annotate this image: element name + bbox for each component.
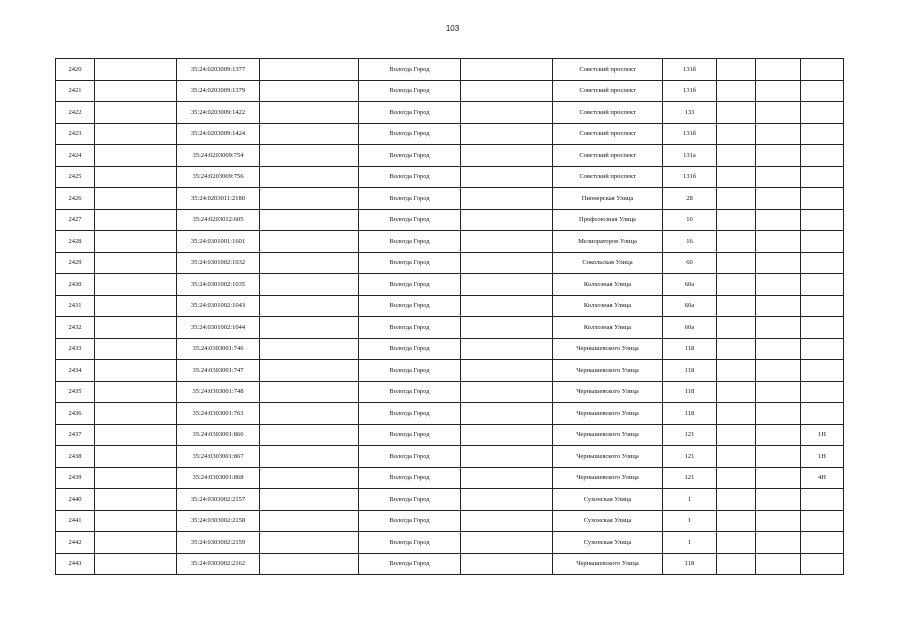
cell-street: Чернышевского Улица bbox=[553, 446, 663, 468]
cell-empty bbox=[756, 80, 801, 102]
cell-cadastral-number: 35:24:0303001:746 bbox=[177, 338, 260, 360]
cell-empty bbox=[717, 360, 756, 382]
cell-empty bbox=[95, 59, 177, 81]
cell-premises bbox=[801, 489, 844, 511]
cell-empty bbox=[756, 403, 801, 425]
cell-empty bbox=[756, 102, 801, 124]
cell-street: Пионерская Улица bbox=[553, 188, 663, 210]
cell-city: Вологда Город bbox=[359, 424, 461, 446]
cell-empty bbox=[717, 123, 756, 145]
registry-table bbox=[55, 58, 844, 575]
cell-empty bbox=[717, 145, 756, 167]
cell-street: Мелиораторов Улица bbox=[553, 231, 663, 253]
cell-empty bbox=[461, 102, 553, 124]
cell-number: 2429 bbox=[56, 252, 95, 274]
cell-empty bbox=[461, 403, 553, 425]
cell-number: 2434 bbox=[56, 360, 95, 382]
cell-empty bbox=[260, 424, 359, 446]
cell-empty bbox=[756, 59, 801, 81]
cell-empty bbox=[756, 274, 801, 296]
cell-empty bbox=[461, 295, 553, 317]
table-row bbox=[56, 317, 844, 339]
cell-empty bbox=[260, 274, 359, 296]
cell-empty bbox=[95, 467, 177, 489]
table-row bbox=[56, 489, 844, 511]
cell-premises bbox=[801, 231, 844, 253]
cell-empty bbox=[756, 381, 801, 403]
cell-cadastral-number: 35:24:0203009:1377 bbox=[177, 59, 260, 81]
cell-empty bbox=[260, 59, 359, 81]
cell-empty bbox=[260, 188, 359, 210]
cell-empty bbox=[260, 467, 359, 489]
cell-empty bbox=[756, 209, 801, 231]
cell-empty bbox=[95, 510, 177, 532]
cell-street: Чернышевского Улица bbox=[553, 467, 663, 489]
cell-city: Вологда Город bbox=[359, 403, 461, 425]
cell-empty bbox=[756, 252, 801, 274]
cell-city: Вологда Город bbox=[359, 123, 461, 145]
cell-house: 16 bbox=[663, 231, 717, 253]
cell-empty bbox=[756, 467, 801, 489]
cell-empty bbox=[461, 231, 553, 253]
cell-empty bbox=[95, 102, 177, 124]
cell-city: Вологда Город bbox=[359, 166, 461, 188]
cell-empty bbox=[461, 489, 553, 511]
cell-city: Вологда Город bbox=[359, 317, 461, 339]
cell-empty bbox=[95, 80, 177, 102]
table-row bbox=[56, 403, 844, 425]
cell-empty bbox=[756, 123, 801, 145]
cell-empty bbox=[717, 80, 756, 102]
cell-house: 131б bbox=[663, 123, 717, 145]
cell-cadastral-number: 35:24:0203009:1422 bbox=[177, 102, 260, 124]
cell-empty bbox=[756, 231, 801, 253]
cell-premises bbox=[801, 145, 844, 167]
cell-street: Чернышевского Улица bbox=[553, 338, 663, 360]
cell-premises bbox=[801, 188, 844, 210]
cell-premises bbox=[801, 553, 844, 575]
cell-empty bbox=[461, 467, 553, 489]
cell-empty bbox=[461, 510, 553, 532]
cell-house: 1 bbox=[663, 510, 717, 532]
table-row bbox=[56, 188, 844, 210]
cell-empty bbox=[260, 166, 359, 188]
cell-empty bbox=[717, 274, 756, 296]
cell-premises bbox=[801, 338, 844, 360]
cell-empty bbox=[717, 59, 756, 81]
cell-premises: 4Н bbox=[801, 467, 844, 489]
cell-city: Вологда Город bbox=[359, 489, 461, 511]
cell-premises bbox=[801, 252, 844, 274]
cell-city: Вологда Город bbox=[359, 532, 461, 554]
cell-cadastral-number: 35:24:0301001:1601 bbox=[177, 231, 260, 253]
cell-empty bbox=[461, 252, 553, 274]
cell-empty bbox=[260, 381, 359, 403]
cell-empty bbox=[260, 231, 359, 253]
cell-number: 2433 bbox=[56, 338, 95, 360]
cell-premises bbox=[801, 166, 844, 188]
cell-house: 60а bbox=[663, 295, 717, 317]
cell-empty bbox=[461, 188, 553, 210]
cell-premises bbox=[801, 59, 844, 81]
cell-number: 2442 bbox=[56, 532, 95, 554]
cell-cadastral-number: 35:24:0303001:866 bbox=[177, 424, 260, 446]
table-row bbox=[56, 80, 844, 102]
table-row bbox=[56, 360, 844, 382]
cell-street: Советский проспект bbox=[553, 59, 663, 81]
cell-house: 118 bbox=[663, 338, 717, 360]
cell-cadastral-number: 35:24:0301002:1043 bbox=[177, 295, 260, 317]
cell-number: 2438 bbox=[56, 446, 95, 468]
cell-number: 2436 bbox=[56, 403, 95, 425]
cell-number: 2431 bbox=[56, 295, 95, 317]
cell-premises bbox=[801, 295, 844, 317]
cell-number: 2440 bbox=[56, 489, 95, 511]
cell-empty bbox=[717, 338, 756, 360]
cell-empty bbox=[461, 360, 553, 382]
cell-cadastral-number: 35:24:0301002:1032 bbox=[177, 252, 260, 274]
table-row bbox=[56, 166, 844, 188]
cell-house: 131б bbox=[663, 166, 717, 188]
cell-empty bbox=[717, 166, 756, 188]
cell-house: 121 bbox=[663, 424, 717, 446]
cell-street: Колхозная Улица bbox=[553, 317, 663, 339]
cell-number: 2423 bbox=[56, 123, 95, 145]
cell-empty bbox=[717, 553, 756, 575]
cell-empty bbox=[756, 489, 801, 511]
cell-city: Вологда Город bbox=[359, 252, 461, 274]
cell-city: Вологда Город bbox=[359, 338, 461, 360]
cell-number: 2437 bbox=[56, 424, 95, 446]
cell-street: Чернышевского Улица bbox=[553, 553, 663, 575]
table-row bbox=[56, 381, 844, 403]
table-row bbox=[56, 145, 844, 167]
cell-number: 2427 bbox=[56, 209, 95, 231]
cell-house: 60 bbox=[663, 252, 717, 274]
cell-empty bbox=[717, 188, 756, 210]
cell-empty bbox=[717, 295, 756, 317]
cell-street: Профсоюзная Улица bbox=[553, 209, 663, 231]
cell-empty bbox=[756, 145, 801, 167]
cell-premises bbox=[801, 317, 844, 339]
cell-house: 118 bbox=[663, 403, 717, 425]
cell-empty bbox=[756, 446, 801, 468]
cell-empty bbox=[95, 403, 177, 425]
cell-premises bbox=[801, 532, 844, 554]
cell-empty bbox=[756, 510, 801, 532]
cell-cadastral-number: 35:24:0303001:747 bbox=[177, 360, 260, 382]
cell-empty bbox=[756, 553, 801, 575]
cell-empty bbox=[461, 80, 553, 102]
cell-premises bbox=[801, 274, 844, 296]
cell-empty bbox=[95, 446, 177, 468]
cell-street: Сухонская Улица bbox=[553, 532, 663, 554]
cell-empty bbox=[260, 123, 359, 145]
cell-city: Вологда Город bbox=[359, 467, 461, 489]
cell-street: Чернышевского Улица bbox=[553, 424, 663, 446]
cell-empty bbox=[717, 381, 756, 403]
cell-number: 2425 bbox=[56, 166, 95, 188]
cell-empty bbox=[461, 532, 553, 554]
cell-empty bbox=[461, 424, 553, 446]
cell-city: Вологда Город bbox=[359, 102, 461, 124]
cell-empty bbox=[717, 403, 756, 425]
cell-empty bbox=[260, 338, 359, 360]
cell-cadastral-number: 35:24:0203011:2180 bbox=[177, 188, 260, 210]
cell-cadastral-number: 35:24:0303002:2159 bbox=[177, 532, 260, 554]
cell-empty bbox=[260, 209, 359, 231]
cell-empty bbox=[95, 231, 177, 253]
cell-house: 28 bbox=[663, 188, 717, 210]
cell-house: 121 bbox=[663, 467, 717, 489]
cell-empty bbox=[260, 80, 359, 102]
cell-cadastral-number: 35:24:0203012:605 bbox=[177, 209, 260, 231]
cell-city: Вологда Город bbox=[359, 274, 461, 296]
cell-empty bbox=[95, 209, 177, 231]
cell-empty bbox=[95, 532, 177, 554]
cell-empty bbox=[95, 145, 177, 167]
cell-cadastral-number: 35:24:0303002:2157 bbox=[177, 489, 260, 511]
cell-street: Советский проспект bbox=[553, 102, 663, 124]
cell-city: Вологда Город bbox=[359, 295, 461, 317]
cell-city: Вологда Город bbox=[359, 381, 461, 403]
cell-number: 2432 bbox=[56, 317, 95, 339]
cell-empty bbox=[461, 123, 553, 145]
cell-cadastral-number: 35:24:0203009:1424 bbox=[177, 123, 260, 145]
cell-empty bbox=[95, 295, 177, 317]
cell-empty bbox=[717, 467, 756, 489]
cell-empty bbox=[461, 274, 553, 296]
cell-empty bbox=[260, 446, 359, 468]
cell-empty bbox=[461, 317, 553, 339]
cell-empty bbox=[461, 59, 553, 81]
cell-number: 2428 bbox=[56, 231, 95, 253]
cell-empty bbox=[717, 446, 756, 468]
cell-cadastral-number: 35:24:0203009:756 bbox=[177, 166, 260, 188]
cell-premises bbox=[801, 102, 844, 124]
cell-city: Вологда Город bbox=[359, 553, 461, 575]
cell-empty bbox=[756, 295, 801, 317]
cell-empty bbox=[95, 424, 177, 446]
cell-house: 133 bbox=[663, 102, 717, 124]
cell-street: Колхозная Улица bbox=[553, 295, 663, 317]
cell-empty bbox=[717, 510, 756, 532]
cell-empty bbox=[260, 532, 359, 554]
cell-empty bbox=[717, 532, 756, 554]
cell-empty bbox=[461, 338, 553, 360]
cell-street: Советский проспект bbox=[553, 166, 663, 188]
cell-city: Вологда Город bbox=[359, 231, 461, 253]
page-number: 103 bbox=[445, 24, 460, 33]
cell-empty bbox=[260, 360, 359, 382]
cell-empty bbox=[260, 489, 359, 511]
cell-empty bbox=[756, 424, 801, 446]
table-row bbox=[56, 467, 844, 489]
cell-number: 2435 bbox=[56, 381, 95, 403]
cell-cadastral-number: 35:24:0301002:1044 bbox=[177, 317, 260, 339]
cell-house: 131а bbox=[663, 145, 717, 167]
cell-empty bbox=[95, 252, 177, 274]
cell-house: 1 bbox=[663, 532, 717, 554]
cell-empty bbox=[756, 360, 801, 382]
cell-premises bbox=[801, 123, 844, 145]
cell-empty bbox=[95, 381, 177, 403]
cell-empty bbox=[717, 252, 756, 274]
cell-cadastral-number: 35:24:0303002:2162 bbox=[177, 553, 260, 575]
cell-city: Вологда Город bbox=[359, 209, 461, 231]
table-row bbox=[56, 510, 844, 532]
cell-house: 121 bbox=[663, 446, 717, 468]
cell-empty bbox=[260, 403, 359, 425]
cell-city: Вологда Город bbox=[359, 510, 461, 532]
cell-empty bbox=[95, 188, 177, 210]
cell-cadastral-number: 35:24:0303001:868 bbox=[177, 467, 260, 489]
table-body bbox=[56, 59, 844, 575]
cell-street: Колхозная Улица bbox=[553, 274, 663, 296]
cell-empty bbox=[260, 317, 359, 339]
table-row bbox=[56, 446, 844, 468]
cell-premises bbox=[801, 403, 844, 425]
cell-house: 131б bbox=[663, 80, 717, 102]
cell-cadastral-number: 35:24:0301002:1035 bbox=[177, 274, 260, 296]
cell-premises bbox=[801, 510, 844, 532]
cell-empty bbox=[717, 317, 756, 339]
cell-empty bbox=[95, 274, 177, 296]
cell-empty bbox=[260, 252, 359, 274]
cell-premises bbox=[801, 80, 844, 102]
cell-premises: 1Н bbox=[801, 446, 844, 468]
cell-street: Чернышевского Улица bbox=[553, 360, 663, 382]
cell-empty bbox=[461, 553, 553, 575]
cell-house: 131б bbox=[663, 59, 717, 81]
cell-house: 1 bbox=[663, 489, 717, 511]
table-row bbox=[56, 231, 844, 253]
cell-number: 2421 bbox=[56, 80, 95, 102]
cell-city: Вологда Город bbox=[359, 80, 461, 102]
cell-city: Вологда Город bbox=[359, 59, 461, 81]
cell-empty bbox=[95, 360, 177, 382]
table-row bbox=[56, 123, 844, 145]
table-row bbox=[56, 553, 844, 575]
cell-number: 2422 bbox=[56, 102, 95, 124]
cell-empty bbox=[717, 489, 756, 511]
cell-empty bbox=[260, 145, 359, 167]
cell-cadastral-number: 35:24:0303002:2158 bbox=[177, 510, 260, 532]
cell-street: Советский проспект bbox=[553, 145, 663, 167]
cell-street: Чернышевского Улица bbox=[553, 403, 663, 425]
cell-number: 2420 bbox=[56, 59, 95, 81]
cell-empty bbox=[95, 553, 177, 575]
cell-number: 2424 bbox=[56, 145, 95, 167]
cell-number: 2441 bbox=[56, 510, 95, 532]
cell-cadastral-number: 35:24:0303001:763 bbox=[177, 403, 260, 425]
table-row bbox=[56, 252, 844, 274]
cell-premises bbox=[801, 381, 844, 403]
cell-empty bbox=[756, 338, 801, 360]
cell-empty bbox=[461, 166, 553, 188]
cell-premises: 1Н bbox=[801, 424, 844, 446]
cell-empty bbox=[717, 231, 756, 253]
table-row bbox=[56, 274, 844, 296]
cell-empty bbox=[717, 209, 756, 231]
cell-empty bbox=[260, 295, 359, 317]
cell-empty bbox=[756, 188, 801, 210]
cell-number: 2439 bbox=[56, 467, 95, 489]
cell-empty bbox=[756, 317, 801, 339]
cell-house: 118 bbox=[663, 553, 717, 575]
cell-premises bbox=[801, 360, 844, 382]
cell-empty bbox=[260, 510, 359, 532]
cell-street: Сокольская Улица bbox=[553, 252, 663, 274]
cell-house: 10 bbox=[663, 209, 717, 231]
cell-number: 2430 bbox=[56, 274, 95, 296]
cell-house: 60а bbox=[663, 274, 717, 296]
table-row bbox=[56, 209, 844, 231]
cell-city: Вологда Город bbox=[359, 360, 461, 382]
cell-empty bbox=[260, 553, 359, 575]
cell-street: Сухонская Улица bbox=[553, 510, 663, 532]
cell-cadastral-number: 35:24:0303001:867 bbox=[177, 446, 260, 468]
table-row bbox=[56, 295, 844, 317]
cell-empty bbox=[95, 166, 177, 188]
cell-empty bbox=[717, 424, 756, 446]
table-row bbox=[56, 532, 844, 554]
cell-premises bbox=[801, 209, 844, 231]
cell-street: Сухонская Улица bbox=[553, 489, 663, 511]
cell-number: 2426 bbox=[56, 188, 95, 210]
cell-number: 2443 bbox=[56, 553, 95, 575]
cell-street: Советский проспект bbox=[553, 123, 663, 145]
table-row bbox=[56, 102, 844, 124]
cell-house: 118 bbox=[663, 381, 717, 403]
cell-empty bbox=[95, 489, 177, 511]
cell-city: Вологда Город bbox=[359, 145, 461, 167]
cell-empty bbox=[717, 102, 756, 124]
cell-empty bbox=[260, 102, 359, 124]
cell-street: Советский проспект bbox=[553, 80, 663, 102]
cell-cadastral-number: 35:24:0203009:1379 bbox=[177, 80, 260, 102]
cell-empty bbox=[95, 123, 177, 145]
cell-city: Вологда Город bbox=[359, 446, 461, 468]
cell-house: 60а bbox=[663, 317, 717, 339]
cell-empty bbox=[461, 381, 553, 403]
cell-empty bbox=[461, 209, 553, 231]
cell-empty bbox=[756, 166, 801, 188]
cell-empty bbox=[461, 446, 553, 468]
cell-empty bbox=[95, 338, 177, 360]
table-row bbox=[56, 59, 844, 81]
cell-city: Вологда Город bbox=[359, 188, 461, 210]
cell-street: Чернышевского Улица bbox=[553, 381, 663, 403]
cell-empty bbox=[461, 145, 553, 167]
cell-empty bbox=[756, 532, 801, 554]
cell-house: 118 bbox=[663, 360, 717, 382]
cell-cadastral-number: 35:24:0203009:754 bbox=[177, 145, 260, 167]
table-row bbox=[56, 424, 844, 446]
table-row bbox=[56, 338, 844, 360]
cell-empty bbox=[95, 317, 177, 339]
cell-cadastral-number: 35:24:0303001:748 bbox=[177, 381, 260, 403]
